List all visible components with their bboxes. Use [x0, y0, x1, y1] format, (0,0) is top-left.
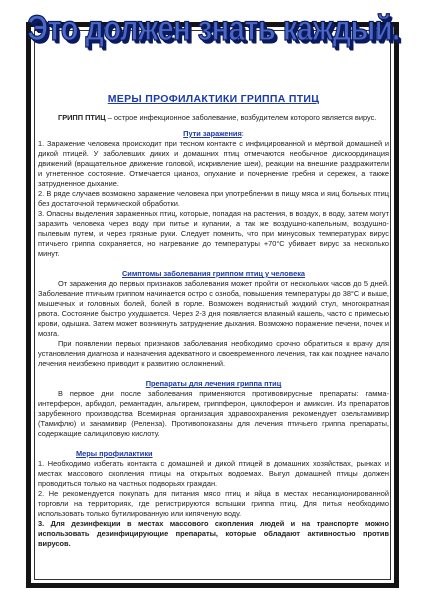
prevention-p1: 1. Необходимо избегать контакта с домашней и дикой птицей в домашних хозяйствах, рынках и местах массового скопления птицы на открытых водоемах. Выгул домашней птицы должен проводиться только на частных подворьях граждан.: [38, 459, 389, 488]
page-title: МЕРЫ ПРОФИЛАКТИКИ ГРИППА ПТИЦ: [107, 93, 320, 105]
infection-p2: 2. В ряде случаев возможно заражение человека при употреблении в пищу мяса и яиц больных птиц без достаточной термической обработки.: [38, 189, 389, 208]
intro-paragraph: [38, 113, 389, 123]
symptoms-p1: От заражения до первых признаков заболевания может пройти от нескольких часов до 5 дней. Заболевание птичьим гриппом начинается остро с озноба, повышения температуры до 38°С и выше, мышечных и головных болей, болей в горле. Возможен водянистый жидкий стул, многократная рвота. Состояние быстро ухудшается. Через 2-3 дня появляется влажный кашель, часто с примесью крови, одышка. Затем может возникнуть затруднение дыхания. Возможно поражение печени, почек и мозга.: [38, 279, 389, 338]
prevention-p2: 2. Не рекомендуется покупать для питания мясо птиц и яйца в местах несанкционированной торговли на территориях, где регистрируются вспышки гриппа птиц. Для питья необходимо использовать только бутилированную или кипяченую воду.: [38, 489, 389, 518]
symptoms-heading-line: [38, 269, 389, 279]
infection-p1: 1. Заражение человека происходит при тесном контакте с инфицированной и мёртвой домашней и дикой птицей. У заболевших диких и домашних птиц отмечаются необычное дискоординация движений (вращательное движение головой, искривление шеи), реакции на внешние раздражители и угнетенное состояние. Отмечается цианоз, опухание и почернение гребня и сережек, а также затрудненное дыхание.: [38, 139, 389, 188]
treatment-p1: В первое дни после заболевания применяются противовирусные препараты: гамма-интерферон, арбидол, ремантадин, альгирем, гриппферон, циклоферон и амиксин. Из препаратов зарубежного производства Всемирная организация здравоохранения рекомендует озельтамивир (Тамифлю) и занамивир (Реленза). Противопоказаны для лечения птичьего гриппа препараты, содержащие салициловую кислоту.: [38, 389, 389, 438]
infection-p3: 3. Опасны выделения зараженных птиц, которые, попадая на растения, в воздух, в воду, затем могут заразить человека через воду при питье и купании, а так же воздушно-капельным, воздушно-пылевым путем, и через грязные руки. Следует помнить, что при минусовых температурах вирус птичьего гриппа сохраняется, но нагревание до температуры +70°С убивает вирус за несколько минут.: [38, 209, 389, 258]
intro-text: – острое инфекционное заболевание, возбудителем которого является вирус.: [105, 113, 377, 122]
prevention-heading-line: [38, 449, 389, 459]
prevention-heading: Меры профилактики: [76, 449, 153, 458]
symptoms-p2: При появлении первых признаков заболевания необходимо срочно обратиться к врачу для установления диагноза и назначения адекватного и своевременного лечения, так как позднее начало лечения неизбежно приводит к развитию осложнений.: [38, 339, 389, 368]
treatment-heading-line: [38, 379, 389, 389]
prevention-p3: 3. Для дезинфекции в местах массового скопления людей и на транспорте можно использовать дезинфицирующие препараты, которые обладают активностью против вирусов.: [38, 519, 389, 548]
banner-heading: Это должен знать каждый.: [27, 10, 400, 49]
treatment-heading: Препараты для лечения гриппа птиц: [145, 379, 282, 388]
infection-heading-line: Пути заражения:: [183, 129, 244, 138]
symptoms-heading: Симптомы заболевания гриппом птиц у человека: [121, 269, 306, 278]
infection-heading: Пути заражения: [183, 129, 242, 138]
document-body: [38, 113, 389, 549]
intro-lead: ГРИПП ПТИЦ: [58, 113, 106, 122]
